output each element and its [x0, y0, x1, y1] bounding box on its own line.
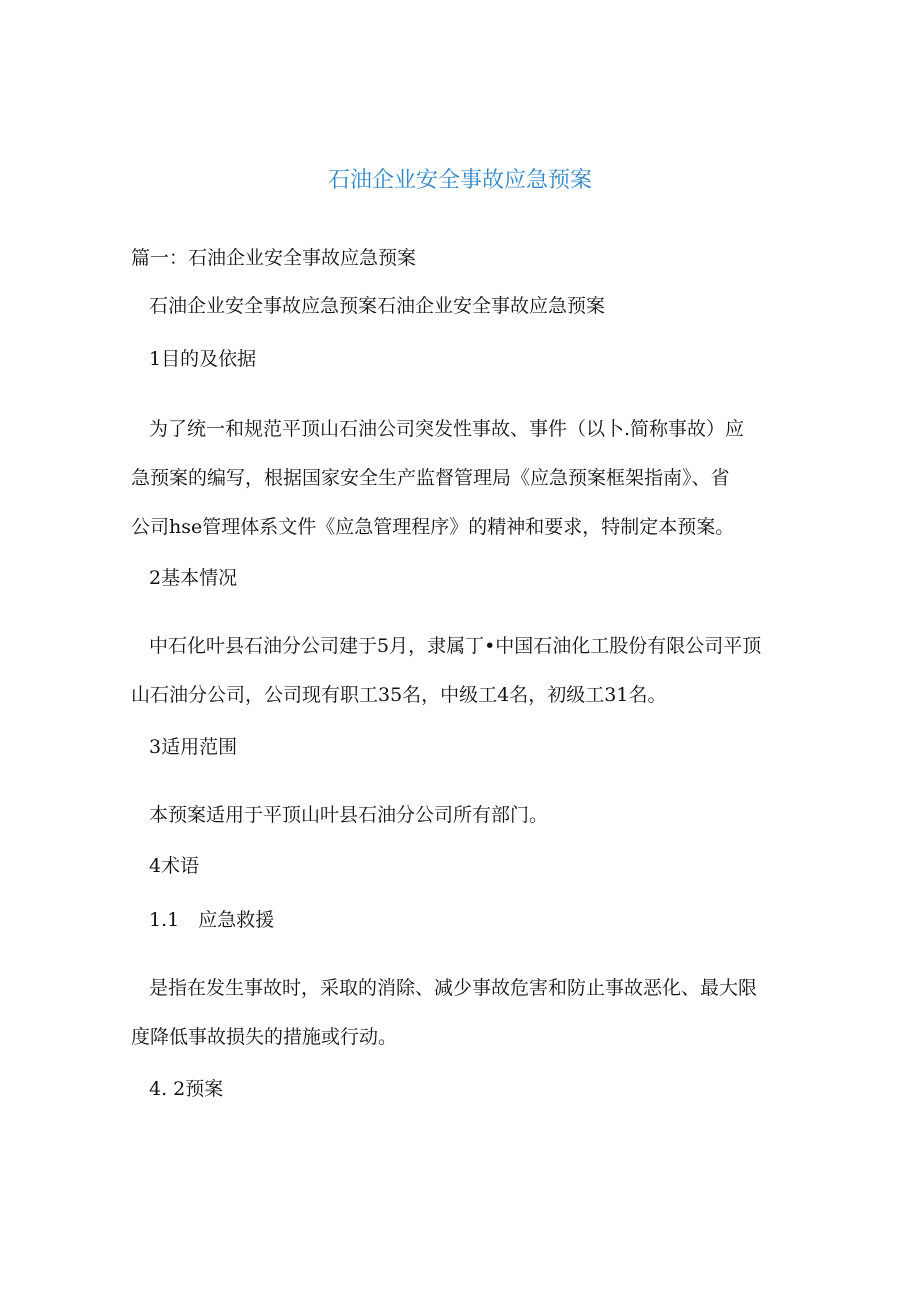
chapter-heading: 篇一：石油企业安全事故应急预案	[131, 247, 417, 269]
section-heading-terms: 4术语	[149, 855, 200, 877]
paragraph-purpose-line-3: 公司hse管理体系文件《应急管理程序》的精神和要求，特制定本预案。	[131, 516, 735, 538]
paragraph-purpose-line-1: 为了统一和规范平顶山石油公司突发性事故、事件（以卜.简称事故）应	[149, 418, 745, 440]
subtitle-line: 石油企业安全事故应急预案石油企业安全事故应急预案	[149, 295, 606, 317]
paragraph-basic-info-line-1: 中石化叶县石油分公司建于5月，隶属丁•中国石油化工股份有限公司平顶	[149, 635, 762, 657]
paragraph-basic-info-line-2: 山石油分公司，公司现有职工35名，中级工4名，初级工31名。	[131, 684, 667, 706]
section-heading-basic-info: 2基本情况	[149, 567, 238, 589]
section-heading-scope: 3适用范围	[149, 736, 238, 758]
subsection-heading-emergency-rescue: 1.1 应急救援	[149, 909, 275, 931]
subsection-heading-plan: 4. 2预案	[149, 1078, 224, 1100]
section-heading-purpose: 1目的及依据	[149, 348, 257, 370]
document-title: 石油企业安全事故应急预案	[327, 168, 592, 193]
paragraph-scope: 本预案适用于平顶山叶县石油分公司所有部门。	[149, 804, 549, 826]
paragraph-rescue-line-2: 度降低事故损失的措施或行动。	[131, 1026, 398, 1048]
paragraph-rescue-line-1: 是指在发生事故时，采取的消除、减少事故危害和防止事故恶化、最大限	[149, 977, 758, 999]
paragraph-purpose-line-2: 急预案的编写，根据国家安全生产监督管理局《应急预案框架指南》、省	[131, 467, 730, 489]
